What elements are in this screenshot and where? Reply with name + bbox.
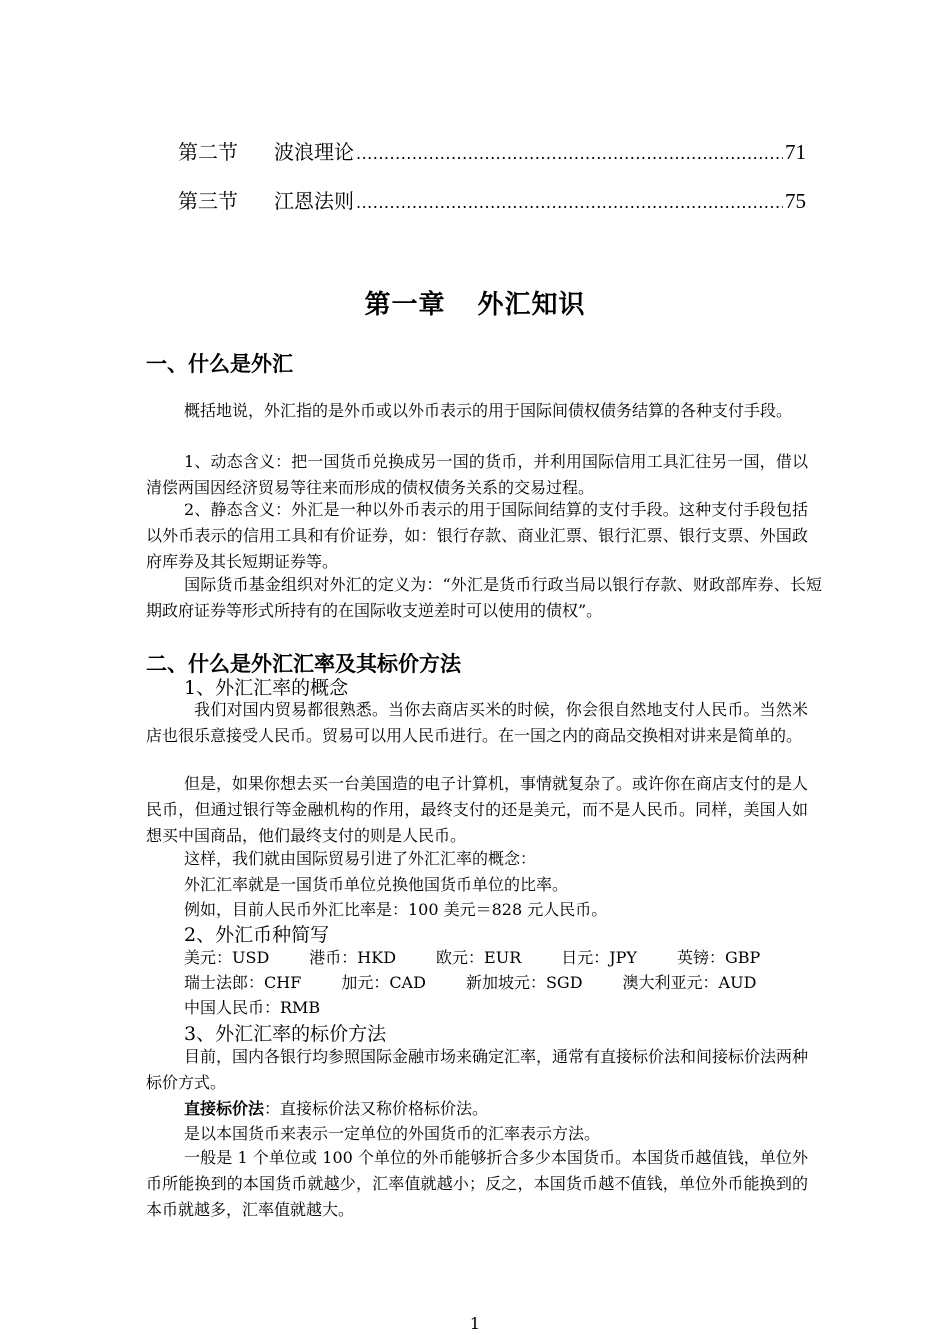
paragraph: 概括地说，外汇指的是外币或以外币表示的用于国际间债权债务结算的各种支付手段。 [184, 401, 793, 420]
toc-title: 江恩法则 [274, 189, 354, 213]
toc-entry[interactable] [178, 136, 806, 165]
toc-section: 第三节 [178, 189, 238, 213]
chapter-title: 外汇知识 [477, 290, 586, 320]
toc-page: 71 [785, 140, 806, 164]
section-heading: 一、什么是外汇 [146, 351, 293, 376]
paragraph: 目前，国内各银行均参照国际金融市场来确定汇率，通常有直接标价法和间接标价法两种标价方式。 [146, 1047, 809, 1092]
subsection-heading: 3、外汇汇率的标价方法 [184, 1023, 387, 1045]
paragraph: 一般是 1 个单位或 100 个单位的外币能够折合多少本国货币。本国货币越值钱，单位外币所能换到的本国货币就越少，汇率值就越小；反之，本国货币越不值钱，单位外币能换到的本币就越多，汇率值就越大。 [146, 1148, 808, 1219]
subsection-heading: 1、外汇汇率的概念 [184, 677, 349, 699]
text-line: 直接标价法：直接标价法又称价格标价法。 [184, 1099, 489, 1118]
toc-leader-dots [356, 193, 783, 212]
toc-leader-dots [356, 144, 783, 163]
paragraph: 国际货币基金组织对外汇的定义为：“外汇是货币行政当局以银行存款、财政部库券、长短期政府证券等形式所持有的在国际收支逆差时可以使用的债权”。 [146, 575, 822, 620]
text-line: 是以本国货币来表示一定单位的外国货币的汇率表示方法。 [184, 1124, 601, 1143]
text-line: 这样，我们就由国际贸易引进了外汇汇率的概念： [184, 849, 537, 868]
chapter-heading [0, 284, 950, 321]
paragraph: 1、动态含义：把一国货币兑换成另一国的货币，并利用国际信用工具汇往另一国，借以清偿两国因经济贸易等往来而形成的债权债务关系的交易过程。 [146, 452, 808, 497]
subsection-heading: 2、外汇币种简写 [184, 924, 330, 946]
toc-title: 波浪理论 [274, 140, 354, 164]
direct-quote-label: 直接标价法 [184, 1099, 265, 1118]
toc-section: 第二节 [178, 140, 238, 164]
currency-row: 中国人民币：RMB [184, 998, 321, 1017]
paragraph: 但是，如果你想去买一台美国造的电子计算机，事情就复杂了。或许你在商店支付的是人民币，但通过银行等金融机构的作用，最终支付的还是美元，而不是人民币。同样，美国人如想买中国商品，他们最终支付的则是人民币。 [146, 774, 809, 845]
section-heading: 二、什么是外汇汇率及其标价方法 [146, 651, 461, 676]
paragraph: 2、静态含义：外汇是一种以外币表示的用于国际间结算的支付手段。这种支付手段包括以外币表示的信用工具和有价证券，如：银行存款、商业汇票、银行汇票、银行支票、外国政府库券及其长短期证券等。 [146, 500, 808, 571]
toc-entry[interactable] [178, 185, 806, 214]
text-line: 外汇汇率就是一国货币单位兑换他国货币单位的比率。 [184, 875, 569, 894]
paragraph: 我们对国内贸易都很熟悉。当你去商店买米的时候，你会很自然地支付人民币。当然米店也很乐意接受人民币。贸易可以用人民币进行。在一国之内的商品交换相对讲来是简单的。 [146, 700, 808, 745]
chapter-number: 第一章 [364, 290, 446, 320]
toc-page: 75 [785, 189, 806, 213]
page-number: 1 [469, 1314, 481, 1333]
text-line: 例如，目前人民币外汇比率是：100 美元＝828 元人民币。 [184, 900, 608, 919]
currency-row: 瑞士法郎：CHF 加元：CAD 新加坡元：SGD 澳大利亚元：AUD [184, 973, 757, 992]
currency-row: 美元：USD 港币：HKD 欧元：EUR 日元：JPY 英镑：GBP [184, 948, 761, 967]
